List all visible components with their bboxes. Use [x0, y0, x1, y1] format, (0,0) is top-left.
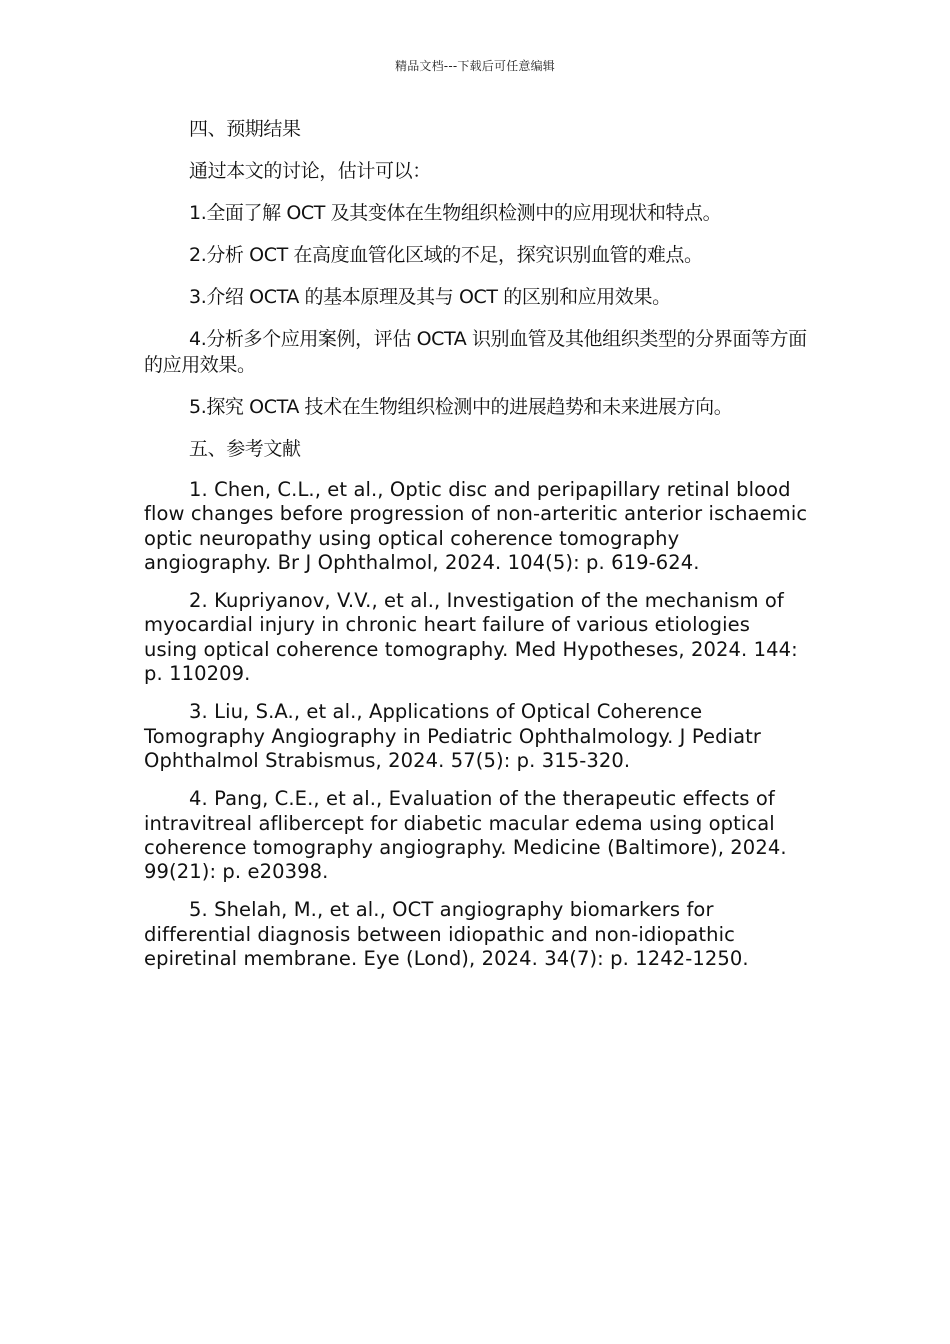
section-heading-references: 五、参考文献 — [189, 438, 301, 460]
reference-item: 2. Kupriyanov, V.V., et al., Investigation of the mechanism of myocardial injury in chronic heart failure of various etiologies using optical coherence tomography. Med Hypotheses, 2024. 144: p. 110209. — [144, 589, 798, 686]
reference-item: 3. Liu, S.A., et al., Applications of Optical Coherence Tomography Angiography in Pediatric Ophthalmology. J Pediatr Ophthalmol Strabismus, 2024. 57(5): p. 315-320. — [144, 700, 761, 772]
intro-paragraph: 通过本文的讨论，估计可以： — [189, 160, 431, 182]
reference-item: 1. Chen, C.L., et al., Optic disc and peripapillary retinal blood flow changes before progression of non-arteritic anterior ischaemic optic neuropathy using optical coherence tomography angiography. Br J Ophthalmol, 2024. 104(5): p. 619-624. — [144, 478, 808, 574]
reference-item: 5. Shelah, M., et al., OCT angiography biomarkers for differential diagnosis between idiopathic and non-idiopathic epiretinal membrane. Eye (Lond), 2024. 34(7): p. 1242-1250. — [144, 898, 749, 971]
result-item: 2.分析 OCT 在高度血管化区域的不足，探究识别血管的难点。 — [189, 244, 703, 266]
result-item: 3.介绍 OCTA 的基本原理及其与 OCT 的区别和应用效果。 — [189, 286, 671, 308]
result-item: 5.探究 OCTA 技术在生物组织检测中的进展趋势和未来进展方向。 — [189, 396, 733, 418]
result-item: 4.分析多个应用案例，评估 OCTA 识别血管及其他组织类型的分界面等方面的应用效果。 — [144, 328, 807, 376]
result-item: 1.全面了解 OCT 及其变体在生物组织检测中的应用现状和特点。 — [189, 202, 722, 224]
reference-item: 4. Pang, C.E., et al., Evaluation of the therapeutic effects of intravitreal aflibercept for diabetic macular edema using optical coherence tomography angiography. Medicine (Baltimore), 2024. 99(21): p. e20398. — [144, 787, 787, 884]
section-heading-results: 四、预期结果 — [189, 118, 301, 140]
document-body — [144, 116, 808, 985]
page-header: 精品文档---下载后可任意编辑 — [395, 59, 555, 73]
